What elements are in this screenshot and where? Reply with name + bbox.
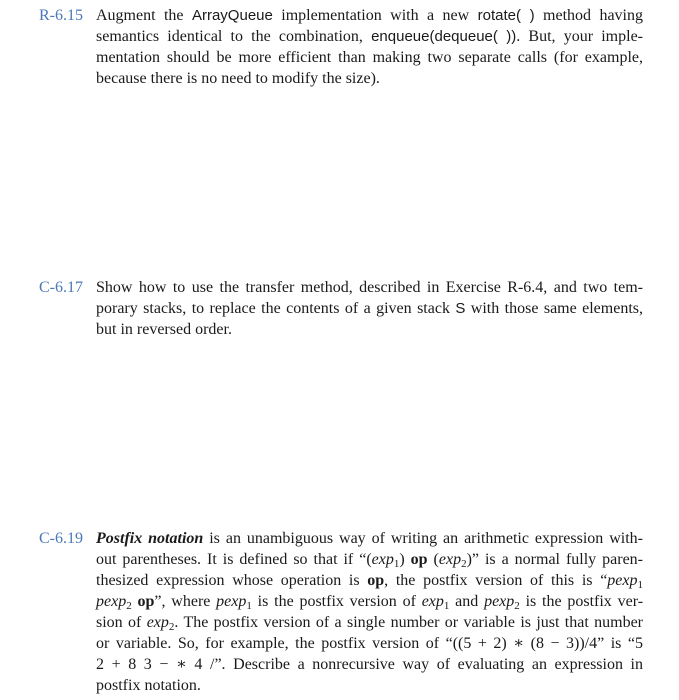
exercise-number: R-6.15 [39,7,83,24]
text-line: thesized expression whose operation is op, the postfix version of this is “pexp$_1$ [96,572,643,591]
text-line: mentation should be more efficient than making two separate calls (for example, [96,49,643,66]
exercise-number: C-6.17 [39,279,83,296]
text-line: sion of $\exp_2$. The postfix version of a single number or variable is just that number [96,614,643,633]
text-line: 2 + 8 3 − ∗ 4 /”. Describe a nonrecursive way of evaluating an expression in [96,656,643,673]
text-line: postfix notation. [96,677,201,694]
exercise-text [96,5,643,89]
exercise-number: C-6.19 [39,530,83,547]
exercise-text [96,277,643,340]
text-line: semantics identical to the combination, enqueue(dequeue( )). But, your imple- [96,28,644,45]
text-line: Augment the ArrayQueue implementation with a new rotate( ) method having [96,7,644,24]
text-line: or variable. So, for example, the postfix version of “((5 + 2) ∗ (8 − 3))/4” is “5 [96,635,643,652]
text-line: out parentheses. It is defined so that if “$(\exp_1)$ op $(\exp_2)$” is a normal fully paren- [96,551,643,570]
term-postfix-notation: Postfix notation [96,530,204,547]
text-line: porary stacks, to replace the contents of a given stack S with those same elements, [96,300,643,317]
text-line: but in reversed order. [96,321,232,338]
exercise-text [96,528,643,696]
text-line: because there is no need to modify the size). [96,70,380,87]
text-line: Show how to use the transfer method, described in Exercise R-6.4, and two tem- [96,279,643,296]
text-line: pexp$_2$ op”, where pexp$_1$ is the postfix version of $\exp_1$ and pexp$_2$ is the postfix ver- [96,593,644,612]
text-line: Postfix notation is an unambiguous way of writing an arithmetic expression with- [96,530,644,547]
